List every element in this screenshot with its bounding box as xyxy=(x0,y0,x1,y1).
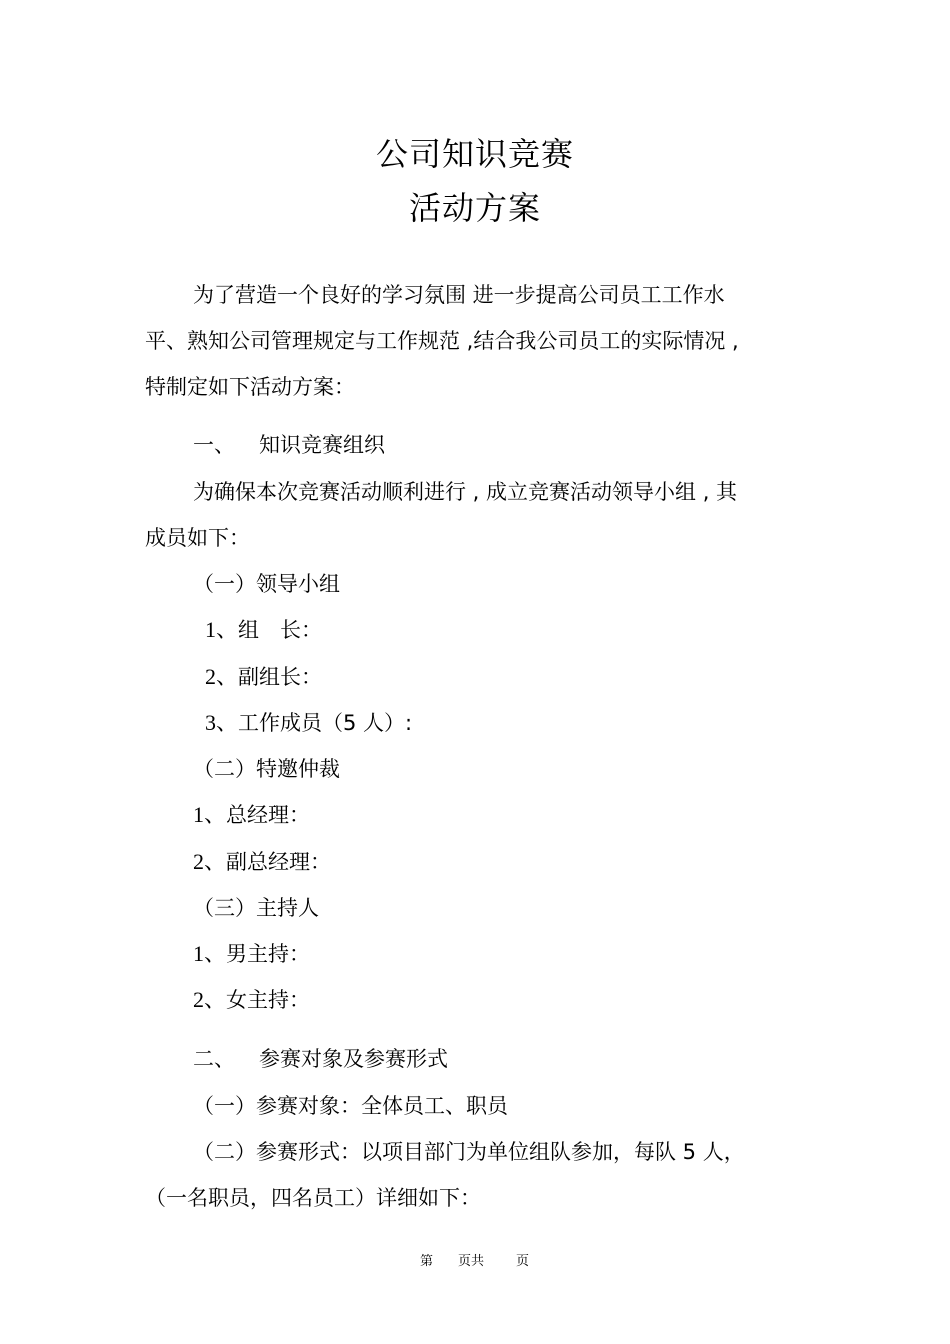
group3-title: （三）主持人 xyxy=(193,896,319,920)
document-title-line2: 活动方案 xyxy=(408,189,541,227)
document-title-line1: 公司知识竞赛 xyxy=(375,135,574,173)
footer-total-label: 页 xyxy=(516,1254,530,1269)
page-footer xyxy=(0,1252,950,1272)
section2-item2-line1: （二）参赛形式：以项目部门为单位组队参加，每队 5 人， xyxy=(193,1140,745,1164)
group2-title: （二）特邀仲裁 xyxy=(193,757,340,781)
section1-heading-text: 知识竞赛组织 xyxy=(259,433,385,457)
group1-item-1: 1、组 长： xyxy=(205,617,323,642)
section2-item2-line2: （一名职员，四名员工）详细如下： xyxy=(145,1186,481,1210)
section1-heading xyxy=(193,430,385,460)
section1-para-line1: 为确保本次竞赛活动顺利进行 , 成立竞赛活动领导小组 , 其 xyxy=(193,480,738,504)
section1-para-line2: 成员如下： xyxy=(145,526,250,550)
group3-item-2: 2、女主持： xyxy=(193,987,311,1012)
footer-of-label: 页共 xyxy=(458,1254,485,1269)
intro-line3: 特制定如下活动方案： xyxy=(145,375,355,399)
section2-item1: （一）参赛对象：全体员工、职员 xyxy=(193,1094,508,1118)
section2-heading-text: 参赛对象及参赛形式 xyxy=(259,1047,448,1071)
intro-line2: 平、熟知公司管理规定与工作规范 ,结合我公司员工的实际情况 , xyxy=(145,329,739,353)
group1-item-3: 3、工作成员（5 人）: xyxy=(205,710,413,735)
section2-heading-num: 二、 xyxy=(193,1047,235,1071)
group2-item-2: 2、副总经理： xyxy=(193,849,332,874)
group3-item-1: 1、男主持： xyxy=(193,941,311,966)
group2-item-1: 1、总经理： xyxy=(193,802,311,827)
footer-page-label: 第 xyxy=(420,1254,434,1269)
group1-item-2: 2、副组长： xyxy=(205,664,323,689)
group1-title: （一）领导小组 xyxy=(193,572,340,596)
intro-line1: 为了营造一个良好的学习氛围 进一步提高公司员工工作水 xyxy=(193,283,725,307)
section2-heading xyxy=(193,1044,448,1074)
section1-heading-num: 一、 xyxy=(193,433,235,457)
